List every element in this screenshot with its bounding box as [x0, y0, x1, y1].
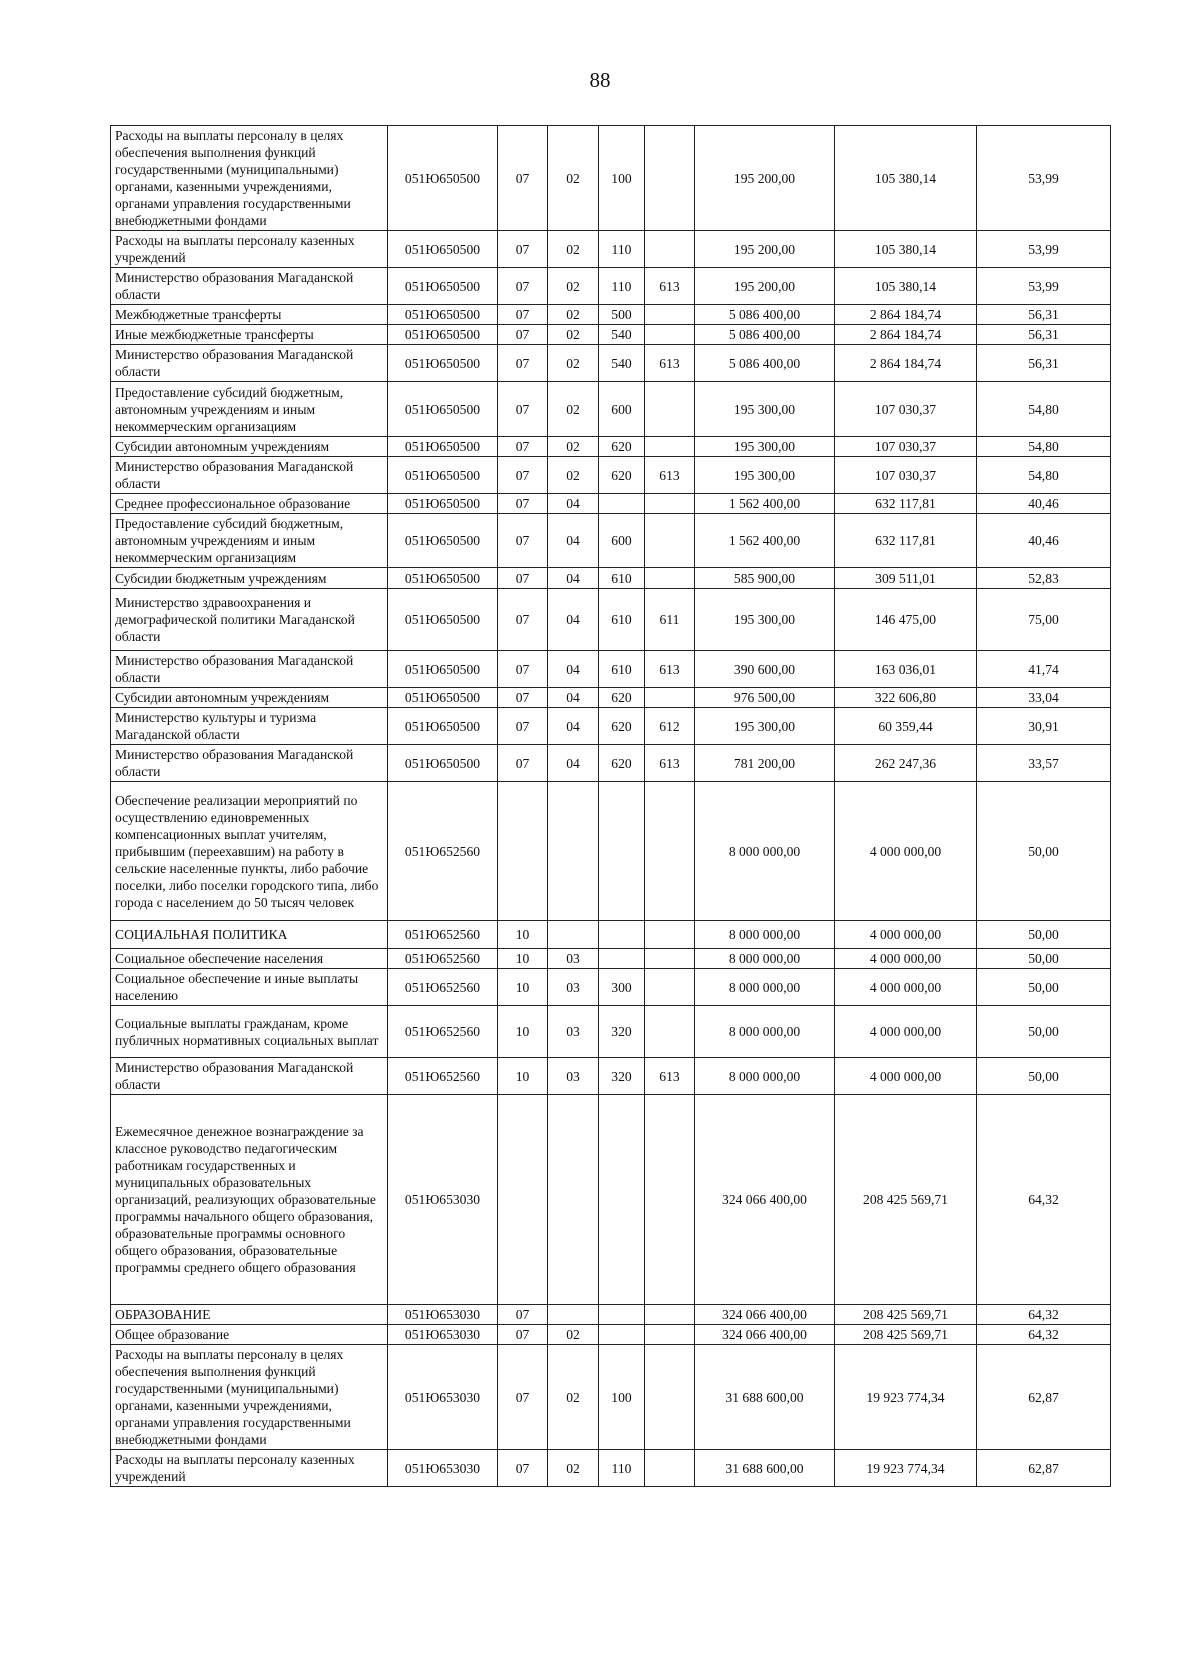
row-plan-amount-cell: 195 200,00: [695, 126, 835, 231]
row-expense-type-cell: 320: [599, 1058, 645, 1095]
row-plan-amount-cell: 976 500,00: [695, 688, 835, 708]
row-target-article-cell: 051Ю650500: [388, 688, 498, 708]
row-admin-code-cell: [645, 305, 695, 325]
row-plan-amount-cell: 324 066 400,00: [695, 1325, 835, 1345]
row-section-cell: 07: [498, 651, 548, 688]
row-actual-amount-cell: 2 864 184,74: [835, 345, 977, 382]
table-row: [111, 651, 1111, 688]
row-subsection-cell: 04: [548, 568, 599, 589]
row-percent-cell: 54,80: [977, 437, 1111, 457]
row-percent-cell: 54,80: [977, 382, 1111, 437]
row-percent-cell: 56,31: [977, 345, 1111, 382]
table-row: [111, 514, 1111, 568]
row-section-cell: 07: [498, 345, 548, 382]
row-percent-cell: 50,00: [977, 1058, 1111, 1095]
row-target-article-cell: 051Ю650500: [388, 231, 498, 268]
row-actual-amount-cell: 107 030,37: [835, 437, 977, 457]
table-row: [111, 688, 1111, 708]
row-name-cell: Министерство образования Магаданской области: [111, 345, 388, 382]
row-target-article-cell: 051Ю650500: [388, 494, 498, 514]
row-subsection-cell: 03: [548, 969, 599, 1006]
row-plan-amount-cell: 195 300,00: [695, 382, 835, 437]
row-actual-amount-cell: 208 425 569,71: [835, 1305, 977, 1325]
row-subsection-cell: [548, 1095, 599, 1305]
row-admin-code-cell: [645, 782, 695, 921]
row-section-cell: 07: [498, 514, 548, 568]
row-target-article-cell: 051Ю650500: [388, 568, 498, 589]
row-percent-cell: 33,57: [977, 745, 1111, 782]
row-percent-cell: 50,00: [977, 782, 1111, 921]
table-row: [111, 589, 1111, 651]
row-section-cell: 10: [498, 1058, 548, 1095]
row-plan-amount-cell: 5 086 400,00: [695, 305, 835, 325]
row-plan-amount-cell: 8 000 000,00: [695, 921, 835, 949]
table-row: [111, 1095, 1111, 1305]
row-actual-amount-cell: 632 117,81: [835, 514, 977, 568]
row-admin-code-cell: [645, 1095, 695, 1305]
row-name-cell: Расходы на выплаты персоналу казенных учреждений: [111, 231, 388, 268]
row-expense-type-cell: 540: [599, 325, 645, 345]
row-admin-code-cell: [645, 688, 695, 708]
row-name-cell: Министерство здравоохранения и демографической политики Магаданской области: [111, 589, 388, 651]
row-expense-type-cell: 110: [599, 1450, 645, 1487]
row-target-article-cell: 051Ю653030: [388, 1095, 498, 1305]
row-section-cell: 10: [498, 949, 548, 969]
row-plan-amount-cell: 8 000 000,00: [695, 1058, 835, 1095]
row-subsection-cell: 02: [548, 1325, 599, 1345]
row-expense-type-cell: 620: [599, 688, 645, 708]
row-name-cell: Министерство образования Магаданской области: [111, 651, 388, 688]
row-name-cell: Предоставление субсидий бюджетным, автономным учреждениям и иным некоммерческим организациям: [111, 514, 388, 568]
row-subsection-cell: 02: [548, 1345, 599, 1450]
row-admin-code-cell: [645, 494, 695, 514]
table-row: [111, 437, 1111, 457]
row-target-article-cell: 051Ю653030: [388, 1325, 498, 1345]
row-plan-amount-cell: 585 900,00: [695, 568, 835, 589]
row-name-cell: Расходы на выплаты персоналу в целях обеспечения выполнения функций государственными (муниципальными) органами, казенными учреждениями, органами управления государственными внебюджетными фондами: [111, 1345, 388, 1450]
row-name-cell: СОЦИАЛЬНАЯ ПОЛИТИКА: [111, 921, 388, 949]
row-plan-amount-cell: 1 562 400,00: [695, 494, 835, 514]
row-section-cell: 07: [498, 1325, 548, 1345]
row-name-cell: Субсидии автономным учреждениям: [111, 688, 388, 708]
row-actual-amount-cell: 262 247,36: [835, 745, 977, 782]
row-name-cell: Социальное обеспечение населения: [111, 949, 388, 969]
row-expense-type-cell: 100: [599, 1345, 645, 1450]
row-section-cell: 07: [498, 568, 548, 589]
row-percent-cell: 50,00: [977, 969, 1111, 1006]
row-section-cell: 07: [498, 1345, 548, 1450]
row-admin-code-cell: [645, 382, 695, 437]
row-percent-cell: 64,32: [977, 1325, 1111, 1345]
row-plan-amount-cell: 31 688 600,00: [695, 1450, 835, 1487]
row-subsection-cell: 02: [548, 345, 599, 382]
row-section-cell: 07: [498, 494, 548, 514]
row-target-article-cell: 051Ю653030: [388, 1305, 498, 1325]
row-percent-cell: 54,80: [977, 457, 1111, 494]
row-expense-type-cell: [599, 1095, 645, 1305]
row-admin-code-cell: [645, 126, 695, 231]
table-row: [111, 231, 1111, 268]
row-subsection-cell: 04: [548, 514, 599, 568]
row-subsection-cell: 02: [548, 1450, 599, 1487]
row-name-cell: Иные межбюджетные трансферты: [111, 325, 388, 345]
row-actual-amount-cell: 4 000 000,00: [835, 921, 977, 949]
row-name-cell: Министерство образования Магаданской области: [111, 268, 388, 305]
row-expense-type-cell: 110: [599, 268, 645, 305]
row-name-cell: Предоставление субсидий бюджетным, автономным учреждениям и иным некоммерческим организациям: [111, 382, 388, 437]
row-admin-code-cell: 613: [645, 745, 695, 782]
row-admin-code-cell: 613: [645, 268, 695, 305]
row-section-cell: 07: [498, 457, 548, 494]
row-plan-amount-cell: 781 200,00: [695, 745, 835, 782]
row-target-article-cell: 051Ю653030: [388, 1450, 498, 1487]
row-target-article-cell: 051Ю650500: [388, 457, 498, 494]
row-subsection-cell: 02: [548, 268, 599, 305]
row-expense-type-cell: 620: [599, 745, 645, 782]
row-admin-code-cell: [645, 437, 695, 457]
table-row: [111, 568, 1111, 589]
row-section-cell: 07: [498, 708, 548, 745]
row-admin-code-cell: [645, 568, 695, 589]
row-expense-type-cell: [599, 494, 645, 514]
row-percent-cell: 40,46: [977, 494, 1111, 514]
row-plan-amount-cell: 195 200,00: [695, 268, 835, 305]
row-admin-code-cell: [645, 949, 695, 969]
row-name-cell: Министерство образования Магаданской области: [111, 1058, 388, 1095]
row-actual-amount-cell: 19 923 774,34: [835, 1345, 977, 1450]
row-subsection-cell: 03: [548, 949, 599, 969]
row-plan-amount-cell: 31 688 600,00: [695, 1345, 835, 1450]
row-admin-code-cell: 613: [645, 345, 695, 382]
row-admin-code-cell: 612: [645, 708, 695, 745]
row-name-cell: Субсидии бюджетным учреждениям: [111, 568, 388, 589]
row-percent-cell: 40,46: [977, 514, 1111, 568]
row-expense-type-cell: [599, 782, 645, 921]
row-name-cell: Ежемесячное денежное вознаграждение за классное руководство педагогическим работникам государственных и муниципальных образовательных организаций, реализующих образовательные программы начального общего образования, образовательные программы основного общего образования, образовательные программы среднего общего образования: [111, 1095, 388, 1305]
row-percent-cell: 50,00: [977, 1006, 1111, 1058]
row-percent-cell: 50,00: [977, 949, 1111, 969]
table-row: [111, 782, 1111, 921]
row-actual-amount-cell: 632 117,81: [835, 494, 977, 514]
row-admin-code-cell: 611: [645, 589, 695, 651]
table-row: [111, 494, 1111, 514]
row-actual-amount-cell: 19 923 774,34: [835, 1450, 977, 1487]
table-row: [111, 1006, 1111, 1058]
row-plan-amount-cell: 8 000 000,00: [695, 1006, 835, 1058]
table-row: [111, 921, 1111, 949]
row-section-cell: 07: [498, 589, 548, 651]
table-row: [111, 325, 1111, 345]
row-actual-amount-cell: 4 000 000,00: [835, 969, 977, 1006]
row-target-article-cell: 051Ю650500: [388, 745, 498, 782]
row-percent-cell: 30,91: [977, 708, 1111, 745]
table-row: [111, 382, 1111, 437]
row-admin-code-cell: [645, 1450, 695, 1487]
row-admin-code-cell: [645, 1305, 695, 1325]
row-target-article-cell: 051Ю652560: [388, 1058, 498, 1095]
row-actual-amount-cell: 322 606,80: [835, 688, 977, 708]
row-name-cell: Расходы на выплаты персоналу в целях обеспечения выполнения функций государственными (муниципальными) органами, казенными учреждениями, органами управления государственными внебюджетными фондами: [111, 126, 388, 231]
row-target-article-cell: 051Ю652560: [388, 969, 498, 1006]
row-plan-amount-cell: 390 600,00: [695, 651, 835, 688]
row-plan-amount-cell: 8 000 000,00: [695, 969, 835, 1006]
row-expense-type-cell: 500: [599, 305, 645, 325]
budget-table-container: [110, 125, 1110, 1487]
row-actual-amount-cell: 146 475,00: [835, 589, 977, 651]
row-subsection-cell: 04: [548, 494, 599, 514]
row-section-cell: 10: [498, 921, 548, 949]
row-plan-amount-cell: 195 200,00: [695, 231, 835, 268]
table-row: [111, 1345, 1111, 1450]
row-plan-amount-cell: 8 000 000,00: [695, 782, 835, 921]
row-section-cell: 10: [498, 969, 548, 1006]
row-section-cell: 07: [498, 745, 548, 782]
row-name-cell: Министерство культуры и туризма Магаданской области: [111, 708, 388, 745]
row-section-cell: [498, 1095, 548, 1305]
row-subsection-cell: 03: [548, 1006, 599, 1058]
row-name-cell: Социальное обеспечение и иные выплаты населению: [111, 969, 388, 1006]
row-subsection-cell: 02: [548, 126, 599, 231]
table-row: [111, 1058, 1111, 1095]
row-expense-type-cell: 320: [599, 1006, 645, 1058]
row-actual-amount-cell: 208 425 569,71: [835, 1095, 977, 1305]
row-actual-amount-cell: 208 425 569,71: [835, 1325, 977, 1345]
row-subsection-cell: 02: [548, 231, 599, 268]
row-admin-code-cell: 613: [645, 457, 695, 494]
row-subsection-cell: 02: [548, 325, 599, 345]
row-section-cell: 07: [498, 325, 548, 345]
row-target-article-cell: 051Ю652560: [388, 782, 498, 921]
row-section-cell: 07: [498, 305, 548, 325]
row-actual-amount-cell: 60 359,44: [835, 708, 977, 745]
row-admin-code-cell: [645, 969, 695, 1006]
table-row: [111, 457, 1111, 494]
row-expense-type-cell: 610: [599, 589, 645, 651]
row-section-cell: 07: [498, 382, 548, 437]
row-name-cell: Министерство образования Магаданской области: [111, 457, 388, 494]
row-name-cell: Социальные выплаты гражданам, кроме публичных нормативных социальных выплат: [111, 1006, 388, 1058]
row-percent-cell: 56,31: [977, 305, 1111, 325]
row-actual-amount-cell: 4 000 000,00: [835, 1006, 977, 1058]
row-subsection-cell: 04: [548, 589, 599, 651]
table-row: [111, 949, 1111, 969]
row-actual-amount-cell: 105 380,14: [835, 268, 977, 305]
row-subsection-cell: [548, 921, 599, 949]
row-expense-type-cell: 600: [599, 514, 645, 568]
row-percent-cell: 33,04: [977, 688, 1111, 708]
row-percent-cell: 53,99: [977, 268, 1111, 305]
row-expense-type-cell: [599, 1325, 645, 1345]
row-target-article-cell: 051Ю650500: [388, 708, 498, 745]
row-plan-amount-cell: 8 000 000,00: [695, 949, 835, 969]
row-subsection-cell: [548, 1305, 599, 1325]
row-target-article-cell: 051Ю653030: [388, 1345, 498, 1450]
page-number: 88: [589, 68, 611, 92]
row-percent-cell: 53,99: [977, 231, 1111, 268]
row-name-cell: Общее образование: [111, 1325, 388, 1345]
row-name-cell: Расходы на выплаты персоналу казенных учреждений: [111, 1450, 388, 1487]
row-actual-amount-cell: 163 036,01: [835, 651, 977, 688]
table-row: [111, 969, 1111, 1006]
row-percent-cell: 52,83: [977, 568, 1111, 589]
row-percent-cell: 62,87: [977, 1450, 1111, 1487]
row-target-article-cell: 051Ю650500: [388, 325, 498, 345]
row-admin-code-cell: [645, 231, 695, 268]
row-actual-amount-cell: 4 000 000,00: [835, 782, 977, 921]
row-plan-amount-cell: 195 300,00: [695, 708, 835, 745]
row-section-cell: 07: [498, 126, 548, 231]
budget-table-body: [111, 126, 1111, 1487]
row-plan-amount-cell: 1 562 400,00: [695, 514, 835, 568]
table-row: [111, 1450, 1111, 1487]
row-expense-type-cell: 110: [599, 231, 645, 268]
row-actual-amount-cell: 2 864 184,74: [835, 325, 977, 345]
row-actual-amount-cell: 105 380,14: [835, 231, 977, 268]
row-section-cell: 07: [498, 231, 548, 268]
row-plan-amount-cell: 195 300,00: [695, 589, 835, 651]
row-percent-cell: 50,00: [977, 921, 1111, 949]
row-admin-code-cell: [645, 1325, 695, 1345]
row-target-article-cell: 051Ю650500: [388, 651, 498, 688]
row-expense-type-cell: [599, 1305, 645, 1325]
row-name-cell: Среднее профессиональное образование: [111, 494, 388, 514]
row-target-article-cell: 051Ю650500: [388, 126, 498, 231]
row-actual-amount-cell: 107 030,37: [835, 382, 977, 437]
table-row: [111, 1305, 1111, 1325]
row-subsection-cell: 03: [548, 1058, 599, 1095]
row-subsection-cell: 02: [548, 437, 599, 457]
row-subsection-cell: 04: [548, 651, 599, 688]
row-plan-amount-cell: 5 086 400,00: [695, 325, 835, 345]
row-target-article-cell: 051Ю650500: [388, 382, 498, 437]
row-subsection-cell: 04: [548, 745, 599, 782]
row-admin-code-cell: 613: [645, 651, 695, 688]
row-expense-type-cell: 600: [599, 382, 645, 437]
row-plan-amount-cell: 195 300,00: [695, 437, 835, 457]
row-target-article-cell: 051Ю652560: [388, 1006, 498, 1058]
row-name-cell: Обеспечение реализации мероприятий по осуществлению единовременных компенсационных выплат учителям, прибывшим (переехавшим) на работу в сельские населенные пункты, либо рабочие поселки, либо поселки городского типа, либо города с населением до 50 тысяч человек: [111, 782, 388, 921]
row-percent-cell: 56,31: [977, 325, 1111, 345]
row-expense-type-cell: 620: [599, 437, 645, 457]
row-admin-code-cell: [645, 325, 695, 345]
table-row: [111, 708, 1111, 745]
row-name-cell: Межбюджетные трансферты: [111, 305, 388, 325]
row-section-cell: 10: [498, 1006, 548, 1058]
budget-table: [110, 125, 1111, 1487]
row-section-cell: 07: [498, 268, 548, 305]
row-actual-amount-cell: 105 380,14: [835, 126, 977, 231]
row-admin-code-cell: 613: [645, 1058, 695, 1095]
row-target-article-cell: 051Ю652560: [388, 949, 498, 969]
row-actual-amount-cell: 2 864 184,74: [835, 305, 977, 325]
row-admin-code-cell: [645, 1006, 695, 1058]
row-target-article-cell: 051Ю650500: [388, 305, 498, 325]
row-percent-cell: 64,32: [977, 1095, 1111, 1305]
table-row: [111, 268, 1111, 305]
row-expense-type-cell: 540: [599, 345, 645, 382]
row-section-cell: 07: [498, 688, 548, 708]
row-section-cell: [498, 782, 548, 921]
table-row: [111, 745, 1111, 782]
row-subsection-cell: 04: [548, 688, 599, 708]
row-target-article-cell: 051Ю652560: [388, 921, 498, 949]
row-percent-cell: 64,32: [977, 1305, 1111, 1325]
row-expense-type-cell: 100: [599, 126, 645, 231]
row-expense-type-cell: [599, 949, 645, 969]
row-expense-type-cell: 300: [599, 969, 645, 1006]
table-row: [111, 1325, 1111, 1345]
row-percent-cell: 75,00: [977, 589, 1111, 651]
row-expense-type-cell: 610: [599, 568, 645, 589]
row-target-article-cell: 051Ю650500: [388, 437, 498, 457]
row-admin-code-cell: [645, 1345, 695, 1450]
table-row: [111, 126, 1111, 231]
row-plan-amount-cell: 324 066 400,00: [695, 1095, 835, 1305]
row-section-cell: 07: [498, 437, 548, 457]
row-expense-type-cell: 620: [599, 457, 645, 494]
row-actual-amount-cell: 4 000 000,00: [835, 949, 977, 969]
row-target-article-cell: 051Ю650500: [388, 514, 498, 568]
row-section-cell: 07: [498, 1305, 548, 1325]
table-row: [111, 305, 1111, 325]
row-actual-amount-cell: 309 511,01: [835, 568, 977, 589]
row-admin-code-cell: [645, 514, 695, 568]
row-percent-cell: 62,87: [977, 1345, 1111, 1450]
row-plan-amount-cell: 195 300,00: [695, 457, 835, 494]
row-subsection-cell: 02: [548, 457, 599, 494]
row-target-article-cell: 051Ю650500: [388, 345, 498, 382]
row-percent-cell: 53,99: [977, 126, 1111, 231]
row-actual-amount-cell: 4 000 000,00: [835, 1058, 977, 1095]
row-subsection-cell: 02: [548, 305, 599, 325]
row-actual-amount-cell: 107 030,37: [835, 457, 977, 494]
row-expense-type-cell: [599, 921, 645, 949]
row-subsection-cell: 02: [548, 382, 599, 437]
row-name-cell: Министерство образования Магаданской области: [111, 745, 388, 782]
row-name-cell: ОБРАЗОВАНИЕ: [111, 1305, 388, 1325]
row-name-cell: Субсидии автономным учреждениям: [111, 437, 388, 457]
row-plan-amount-cell: 5 086 400,00: [695, 345, 835, 382]
row-expense-type-cell: 620: [599, 708, 645, 745]
row-plan-amount-cell: 324 066 400,00: [695, 1305, 835, 1325]
row-percent-cell: 41,74: [977, 651, 1111, 688]
row-subsection-cell: [548, 782, 599, 921]
row-expense-type-cell: 610: [599, 651, 645, 688]
row-section-cell: 07: [498, 1450, 548, 1487]
row-target-article-cell: 051Ю650500: [388, 589, 498, 651]
row-admin-code-cell: [645, 921, 695, 949]
row-subsection-cell: 04: [548, 708, 599, 745]
table-row: [111, 345, 1111, 382]
row-target-article-cell: 051Ю650500: [388, 268, 498, 305]
